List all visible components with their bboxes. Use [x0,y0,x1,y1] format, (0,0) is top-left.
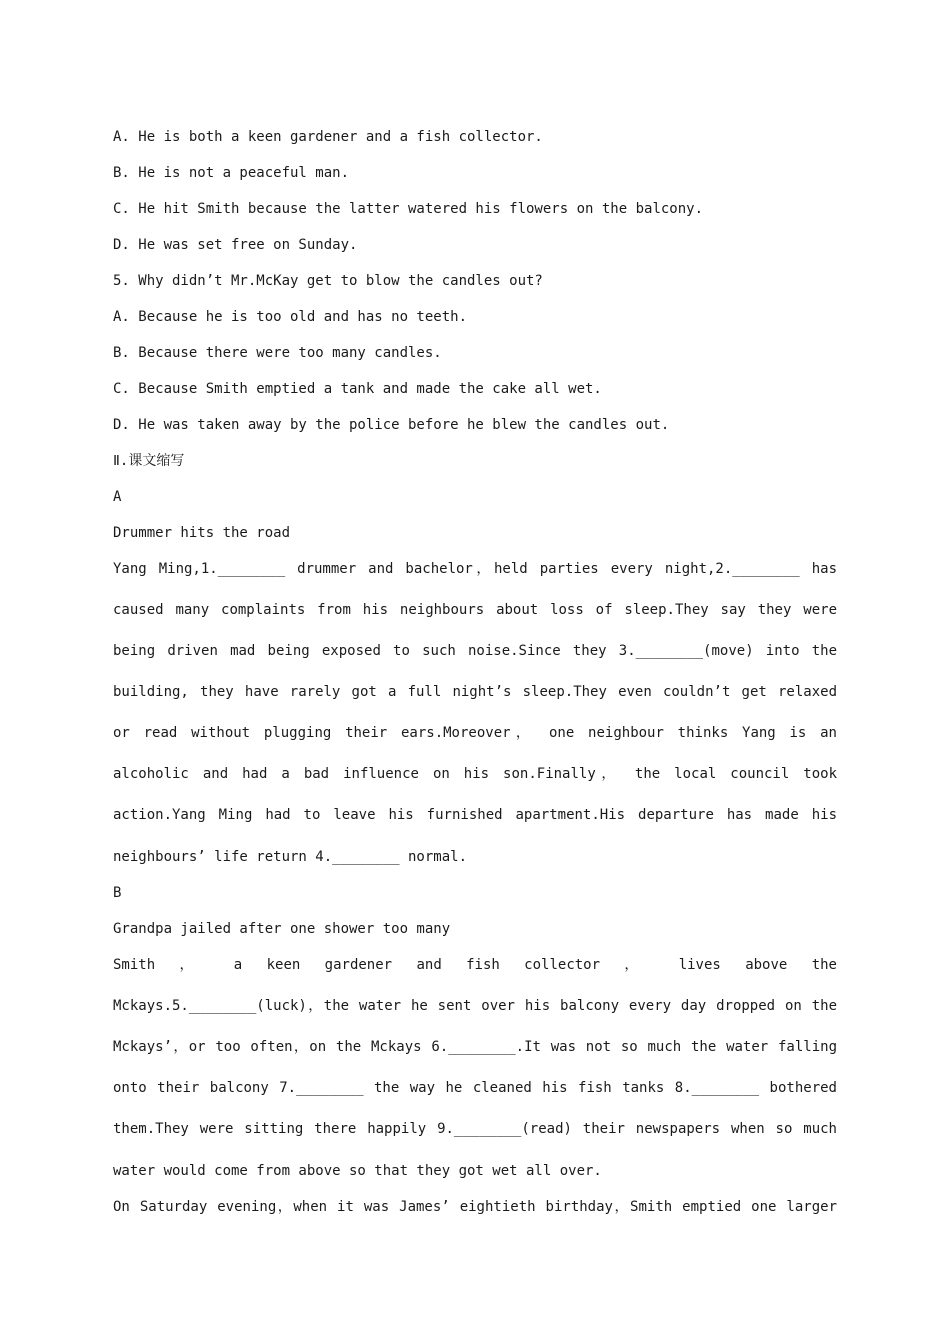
part-b-line-2: Mckays.5.________(luck)，the water he sent over his balcony every day dropped on the [113,998,837,1014]
part-b-label: B [113,885,122,901]
part-a-line-1: Yang Ming,1.________ drummer and bachelor，held parties every night,2.________ has [113,561,837,577]
part-b-line-4: onto their balcony 7.________ the way he cleaned his fish tanks 8.________ bothered [113,1080,837,1096]
q5-option-a: A. Because he is too old and has no teeth. [113,309,468,325]
part-b-line-6: water would come from above so that they got wet all over. [113,1163,602,1179]
q4-option-d: D. He was set free on Sunday. [113,237,358,253]
part-b-line-7: On Saturday evening，when it was James’ eightieth birthday，Smith emptied one larger [113,1199,837,1215]
q4-option-c: C. He hit Smith because the latter watered his flowers on the balcony. [113,201,704,217]
part-b-title: Grandpa jailed after one shower too many [113,921,451,937]
part-a-line-6: alcoholic and had a bad influence on his son.Finally， the local council took [113,766,837,782]
part-a-line-4: building, they have rarely got a full night’s sleep.They even couldn’t get relaxed [113,684,837,700]
q5-option-c: C. Because Smith emptied a tank and made the cake all wet. [113,381,602,397]
part-a-line-7: action.Yang Ming had to leave his furnished apartment.His departure has made his [113,807,837,823]
part-a-line-8: neighbours’ life return 4.________ normal. [113,849,468,865]
section-heading: Ⅱ.课文缩写 [113,453,185,469]
part-b-line-5: them.They were sitting there happily 9.________(read) their newspapers when so much [113,1121,837,1137]
part-a-title: Drummer hits the road [113,525,291,541]
part-a-line-3: being driven mad being exposed to such noise.Since they 3.________(move) into the [113,643,837,659]
part-a-label: A [113,489,122,505]
q5-option-b: B. Because there were too many candles. [113,345,442,361]
part-a-line-2: caused many complaints from his neighbours about loss of sleep.They say they were [113,602,837,618]
q4-option-a: A. He is both a keen gardener and a fish collector. [113,129,543,145]
part-a-line-5: or read without plugging their ears.Moreover， one neighbour thinks Yang is an [113,725,837,741]
q4-option-b: B. He is not a peaceful man. [113,165,350,181]
q5-question: 5. Why didn’t Mr.McKay get to blow the candles out? [113,273,543,289]
part-b-line-3: Mckays’，or too often，on the Mckays 6.________.It was not so much the water falling [113,1039,837,1055]
q5-option-d: D. He was taken away by the police before he blew the candles out. [113,417,670,433]
part-b-line-1: Smith ， a keen gardener and fish collector ， lives above the [113,957,837,973]
